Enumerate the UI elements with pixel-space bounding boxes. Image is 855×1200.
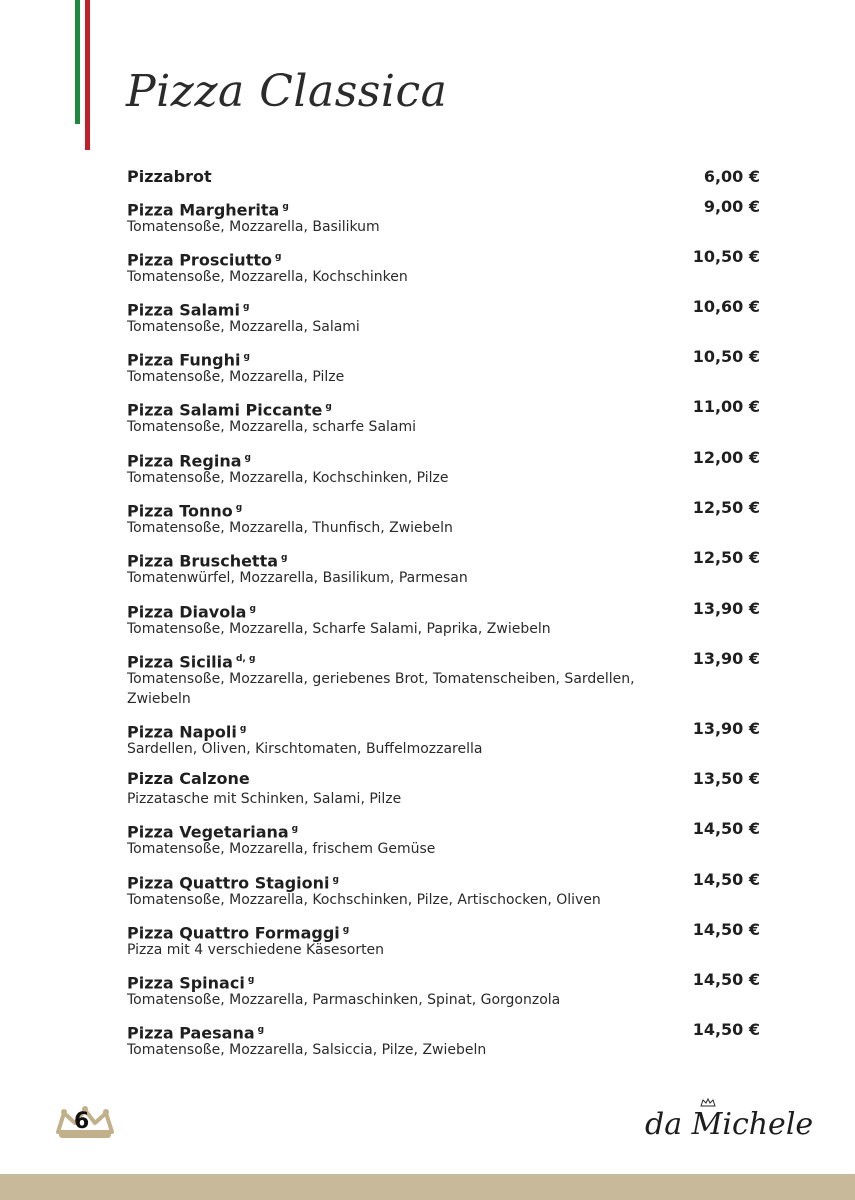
item-price: 13,90 € bbox=[692, 719, 760, 738]
item-price: 14,50 € bbox=[692, 970, 760, 989]
item-title: Pizza Spinaci bbox=[127, 973, 245, 993]
allergen-note: d, g bbox=[235, 654, 256, 664]
page-number-badge bbox=[54, 1104, 116, 1144]
item-description: Tomatensoße, Mozzarella, Pilze bbox=[127, 369, 345, 385]
item-description: Tomatensoße, Mozzarella, Kochschinken, Pilze bbox=[127, 470, 449, 486]
item-title: Pizza Calzone bbox=[127, 769, 250, 788]
item-title: Pizza Paesana bbox=[127, 1023, 255, 1043]
allergen-note: g bbox=[244, 453, 251, 463]
item-description: Tomatensoße, Mozzarella, scharfe Salami bbox=[127, 419, 417, 435]
item-name bbox=[127, 167, 212, 187]
item-price: 13,90 € bbox=[692, 649, 760, 668]
allergen-note: g bbox=[247, 975, 255, 985]
item-price: 14,50 € bbox=[692, 920, 760, 939]
allergen-note: g bbox=[242, 302, 250, 312]
item-description: Tomatensoße, Mozzarella, Basilikum bbox=[127, 219, 380, 235]
item-title: Pizza Regina bbox=[127, 451, 242, 471]
item-title: Pizza Tonno bbox=[127, 501, 233, 521]
item-title: Pizza Prosciutto bbox=[127, 250, 272, 270]
allergen-note: g bbox=[325, 402, 332, 412]
item-price: 10,60 € bbox=[692, 297, 760, 316]
item-title: Pizza Quattro Stagioni bbox=[127, 873, 330, 893]
item-price: 12,50 € bbox=[692, 498, 760, 517]
item-title: Pizza Salami bbox=[127, 300, 240, 320]
item-title: Pizza Napoli bbox=[127, 722, 237, 742]
item-name bbox=[127, 769, 250, 789]
item-price: 13,50 € bbox=[692, 769, 760, 788]
allergen-note: g bbox=[332, 875, 339, 885]
allergen-note: g bbox=[249, 604, 256, 614]
item-description: Tomatensoße, Mozzarella, Salsiccia, Pilze, Zwiebeln bbox=[127, 1042, 487, 1058]
item-price: 9,00 € bbox=[703, 197, 760, 216]
item-title: Pizza Margherita bbox=[127, 200, 280, 220]
item-title: Pizza Vegetariana bbox=[127, 822, 289, 842]
allergen-note: g bbox=[235, 503, 243, 513]
page-number: 6 bbox=[74, 1109, 90, 1134]
item-description: Tomatensoße, Mozzarella, Kochschinken bbox=[127, 269, 408, 285]
item-price: 14,50 € bbox=[692, 819, 760, 838]
item-description: Tomatensoße, Mozzarella, Thunfisch, Zwiebeln bbox=[127, 520, 453, 536]
allergen-note: g bbox=[281, 553, 288, 563]
item-description: Tomatensoße, Mozzarella, Salami bbox=[127, 319, 360, 335]
item-title: Pizza Salami Piccante bbox=[127, 400, 323, 420]
allergen-note: g bbox=[291, 824, 299, 834]
allergen-note: g bbox=[282, 202, 289, 212]
item-price: 6,00 € bbox=[703, 167, 760, 186]
item-description: Tomatensoße, Mozzarella, Parmaschinken, Spinat, Gorgonzola bbox=[127, 992, 561, 1008]
item-description: Sardellen, Oliven, Kirschtomaten, Buffelmozzarella bbox=[127, 741, 483, 757]
item-price: 12,50 € bbox=[692, 548, 760, 567]
item-title: Pizzabrot bbox=[127, 167, 212, 186]
item-price: 12,00 € bbox=[692, 448, 760, 467]
flag-red-stripe bbox=[85, 0, 90, 150]
allergen-note: g bbox=[342, 925, 350, 935]
item-description: Tomatensoße, Mozzarella, geriebenes Brot, Tomatenscheiben, Sardellen, Zwiebeln bbox=[127, 671, 635, 707]
allergen-note: g bbox=[274, 252, 282, 262]
item-price: 10,50 € bbox=[692, 247, 760, 266]
item-description: Tomatensoße, Mozzarella, Scharfe Salami, Paprika, Zwiebeln bbox=[127, 621, 551, 637]
item-title: Pizza Quattro Formaggi bbox=[127, 923, 340, 943]
item-description: Tomatenwürfel, Mozzarella, Basilikum, Parmesan bbox=[127, 570, 468, 586]
item-title: Pizza Bruschetta bbox=[127, 551, 279, 571]
allergen-note: g bbox=[257, 1025, 265, 1035]
item-description: Pizzatasche mit Schinken, Salami, Pilze bbox=[127, 791, 402, 807]
allergen-note: g bbox=[239, 724, 247, 734]
italian-flag-stripes bbox=[75, 0, 91, 150]
item-price: 11,00 € bbox=[692, 397, 760, 416]
brand-logo-area bbox=[645, 1098, 814, 1156]
item-price: 13,90 € bbox=[692, 599, 760, 618]
page-title: Pizza Classica bbox=[126, 66, 448, 117]
footer-band bbox=[0, 1174, 855, 1200]
item-description: Tomatensoße, Mozzarella, Kochschinken, Pilze, Artischocken, Oliven bbox=[127, 892, 601, 908]
item-price: 14,50 € bbox=[692, 1020, 760, 1039]
item-title: Pizza Diavola bbox=[127, 602, 247, 622]
item-title: Pizza Sicilia bbox=[127, 652, 233, 672]
allergen-note: g bbox=[243, 352, 250, 362]
item-description: Tomatensoße, Mozzarella, frischem Gemüse bbox=[127, 841, 436, 857]
item-description: Pizza mit 4 verschiedene Käsesorten bbox=[127, 942, 385, 958]
restaurant-logo: da Michele bbox=[645, 1107, 814, 1142]
item-title: Pizza Funghi bbox=[127, 350, 241, 370]
item-price: 14,50 € bbox=[692, 870, 760, 889]
item-price: 10,50 € bbox=[692, 347, 760, 366]
